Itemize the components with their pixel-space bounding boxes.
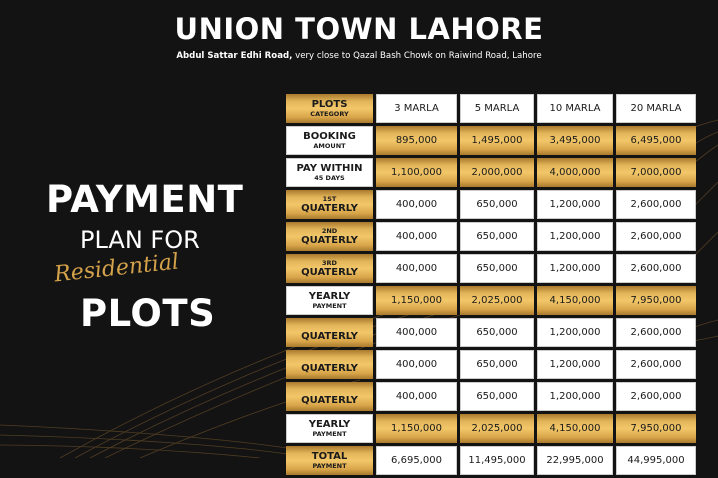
table-cell: 1,150,000 <box>376 414 457 443</box>
table-cell: 2,025,000 <box>460 286 534 315</box>
table-cell: 11,495,000 <box>460 446 534 475</box>
table-cell: 1,150,000 <box>376 286 457 315</box>
subtitle-location: very close to Qazal Bash Chowk on Raiwind Road, Lahore <box>292 51 542 61</box>
table-cell: 400,000 <box>376 382 457 411</box>
table-cell: 4,150,000 <box>537 286 613 315</box>
table-cell: 1,200,000 <box>537 318 613 347</box>
table-row <box>286 126 696 155</box>
hero-plots: PLOTS <box>80 292 216 335</box>
table-header-row <box>286 94 696 123</box>
row-label: YEARLY PAYMENT <box>286 286 373 315</box>
column-header: 20 MARLA <box>616 94 696 123</box>
table-cell: 650,000 <box>460 254 534 283</box>
table-cell: 3,495,000 <box>537 126 613 155</box>
table-cell: 2,600,000 <box>616 382 696 411</box>
table-cell: 7,000,000 <box>616 158 696 187</box>
table-cell: 7,950,000 <box>616 414 696 443</box>
table-cell: 1,100,000 <box>376 158 457 187</box>
row-label: QUATERLY <box>286 318 373 347</box>
table-row <box>286 318 696 347</box>
row-label: BOOKING AMOUNT <box>286 126 373 155</box>
column-header: 10 MARLA <box>537 94 613 123</box>
table-cell: 650,000 <box>460 350 534 379</box>
table-cell: 7,950,000 <box>616 286 696 315</box>
table-cell: 1,200,000 <box>537 222 613 251</box>
hero-plan-for: PLAN FOR <box>80 226 200 254</box>
table-cell: 1,200,000 <box>537 254 613 283</box>
table-cell: 6,495,000 <box>616 126 696 155</box>
header-plots-category: PLOTS CATEGORY <box>286 94 373 123</box>
page-subtitle <box>0 51 718 61</box>
table-cell: 4,150,000 <box>537 414 613 443</box>
row-label: 2ND QUATERLY <box>286 222 373 251</box>
table-cell: 400,000 <box>376 350 457 379</box>
table-row <box>286 286 696 315</box>
table-cell: 650,000 <box>460 382 534 411</box>
payment-plan-table <box>283 91 699 478</box>
table-cell: 6,695,000 <box>376 446 457 475</box>
table-cell: 650,000 <box>460 318 534 347</box>
column-header: 5 MARLA <box>460 94 534 123</box>
table-row <box>286 190 696 219</box>
row-label: PAY WITHIN 45 DAYS <box>286 158 373 187</box>
row-label: 3RD QUATERLY <box>286 254 373 283</box>
table-cell: 2,000,000 <box>460 158 534 187</box>
table-cell: 895,000 <box>376 126 457 155</box>
table-row <box>286 382 696 411</box>
table-cell: 650,000 <box>460 222 534 251</box>
table-cell: 2,025,000 <box>460 414 534 443</box>
row-label: 1ST QUATERLY <box>286 190 373 219</box>
table-row <box>286 254 696 283</box>
table-row <box>286 414 696 443</box>
table-cell: 2,600,000 <box>616 318 696 347</box>
table-cell: 2,600,000 <box>616 222 696 251</box>
page-title: UNION TOWN LAHORE <box>174 12 544 46</box>
subtitle-road: Abdul Sattar Edhi Road, <box>176 51 293 61</box>
table-cell: 2,600,000 <box>616 254 696 283</box>
table-row <box>286 446 696 475</box>
table-cell: 400,000 <box>376 318 457 347</box>
column-header: 3 MARLA <box>376 94 457 123</box>
table-cell: 1,200,000 <box>537 190 613 219</box>
table-cell: 1,200,000 <box>537 382 613 411</box>
table-cell: 44,995,000 <box>616 446 696 475</box>
hero-residential-script: Residential <box>53 249 181 288</box>
table-cell: 650,000 <box>460 190 534 219</box>
table-row <box>286 222 696 251</box>
row-label: YEARLY PAYMENT <box>286 414 373 443</box>
table-cell: 400,000 <box>376 254 457 283</box>
row-label: QUATERLY <box>286 382 373 411</box>
hero-payment: PAYMENT <box>46 178 244 221</box>
table-cell: 400,000 <box>376 190 457 219</box>
table-cell: 2,600,000 <box>616 350 696 379</box>
table-cell: 22,995,000 <box>537 446 613 475</box>
table-cell: 4,000,000 <box>537 158 613 187</box>
table-cell: 1,495,000 <box>460 126 534 155</box>
table-cell: 400,000 <box>376 222 457 251</box>
table-row <box>286 158 696 187</box>
table-row <box>286 350 696 379</box>
table-cell: 2,600,000 <box>616 190 696 219</box>
row-label: QUATERLY <box>286 350 373 379</box>
row-label: TOTAL PAYMENT <box>286 446 373 475</box>
table-cell: 1,200,000 <box>537 350 613 379</box>
